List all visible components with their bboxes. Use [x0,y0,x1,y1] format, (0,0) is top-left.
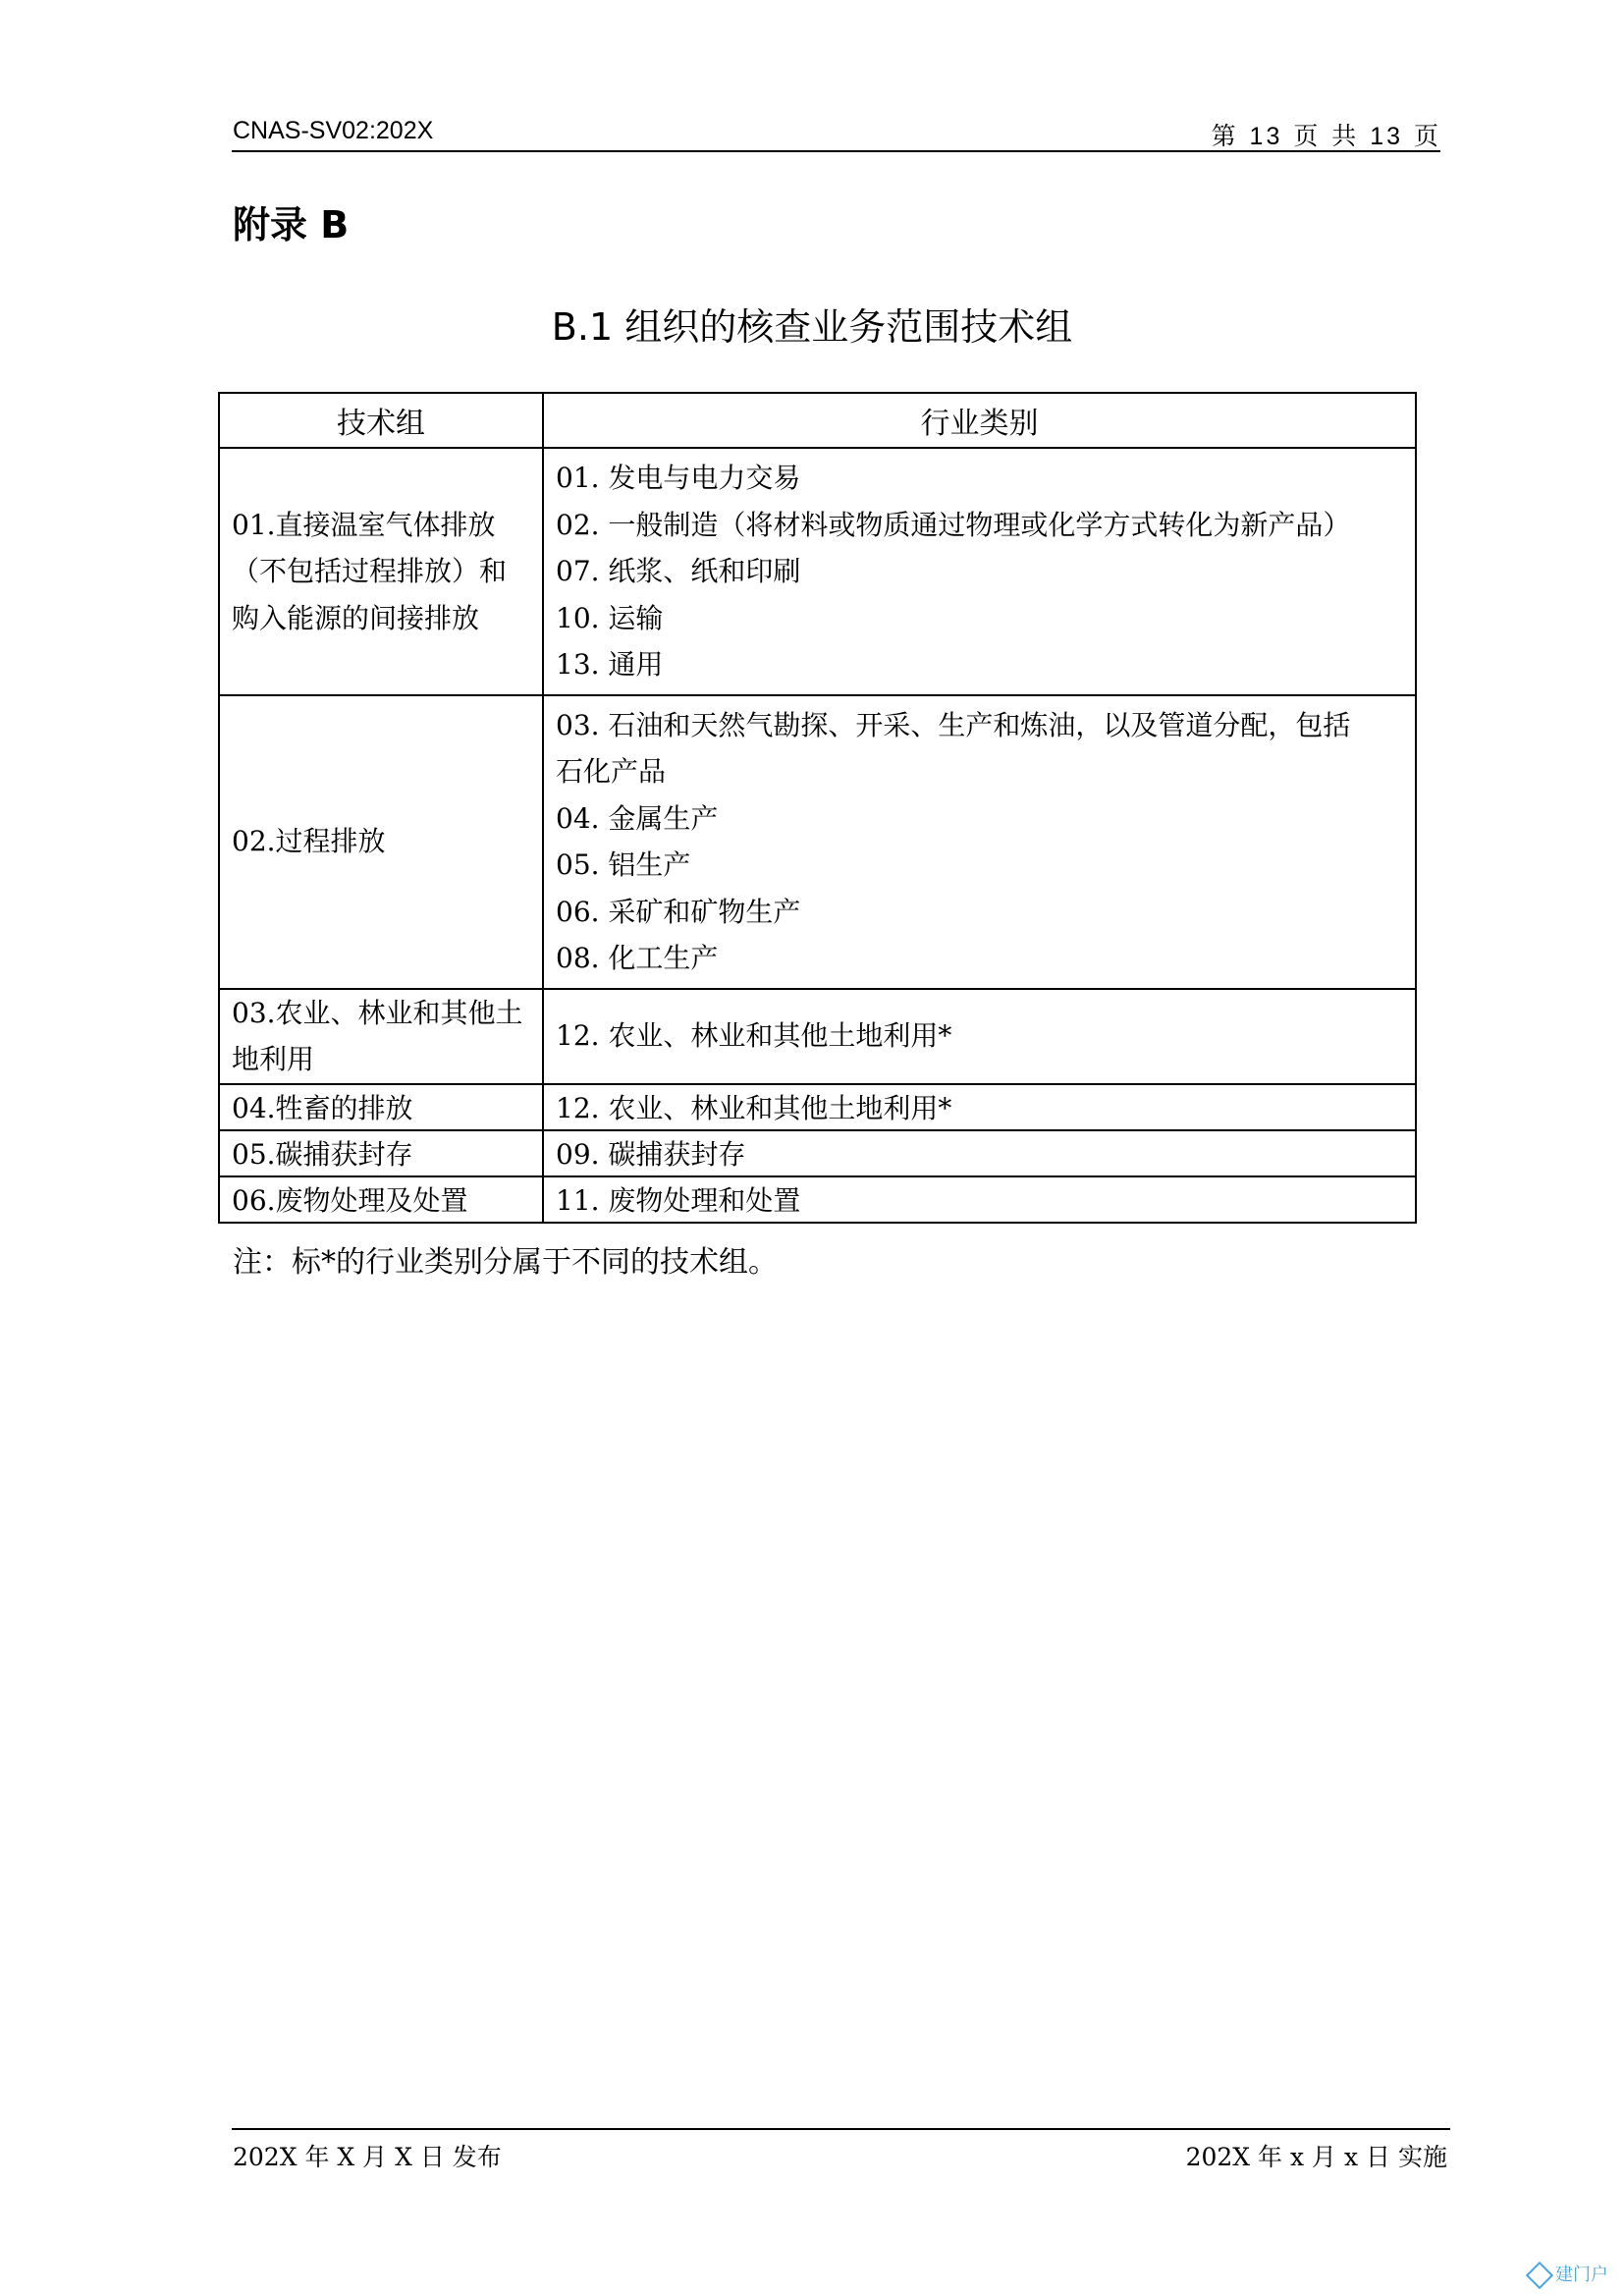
category-cell [543,448,1416,695]
group-cell: 04.牲畜的排放 [219,1084,543,1130]
table-note: 注：标*的行业类别分属于不同的技术组。 [233,1245,778,1280]
category-line: 08. 化工生产 [556,942,719,974]
footer-rule [232,2128,1450,2130]
document-code: CNAS-SV02:202X [233,117,434,144]
table-row [219,989,1416,1084]
category-line: 05. 铝生产 [556,848,691,881]
watermark [1530,2261,1608,2286]
page-indicator [1212,117,1441,152]
group-cell [219,695,543,989]
group-cell [219,448,543,695]
category-line: 13. 通用 [556,648,664,681]
category-line: 石化产品 [556,755,667,788]
table-header-row [219,393,1416,448]
category-line: 12. 农业、林业和其他土地利用* [556,1019,952,1053]
group-line: 01.直接温室气体排放 [232,508,496,541]
category-line: 02. 一般制造（将材料或物质通过物理或化学方式转化为新产品） [556,508,1351,541]
group-cell: 05.碳捕获封存 [219,1130,543,1176]
category-cell: 11. 废物处理和处置 [543,1176,1416,1223]
appendix-title: 附录 B [233,203,350,246]
group-cell [219,989,543,1084]
group-line: 02.过程排放 [232,825,386,858]
category-line: 03. 石油和天然气勘探、开采、生产和炼油，以及管道分配，包括 [556,708,1351,741]
category-cell: 09. 碳捕获封存 [543,1130,1416,1176]
header-rule [232,150,1440,152]
header-industry-category: 行业类别 [543,393,1416,448]
page-current: 13 [1249,123,1283,150]
publish-date: 202X 年 X 月 X 日 发布 [233,2143,502,2171]
table-row [219,695,1416,989]
group-line: 地利用 [232,1043,315,1075]
category-cell: 12. 农业、林业和其他土地利用* [543,1084,1416,1130]
watermark-logo-icon [1526,2262,1553,2289]
group-line: 购入能源的间接排放 [232,601,480,634]
implement-date: 202X 年 x 月 x 日 实施 [1185,2143,1447,2171]
category-line: 04. 金属生产 [556,801,719,835]
group-cell: 06.废物处理及处置 [219,1176,543,1223]
page-prefix: 第 [1211,122,1239,150]
watermark-text: 建门户 [1555,2265,1608,2285]
table-row [219,1176,1416,1223]
category-cell [543,989,1416,1084]
group-line: 03.农业、林业和其他土 [232,996,523,1029]
group-line: （不包括过程排放）和 [232,555,508,587]
table-row [219,448,1416,695]
table-row [219,1130,1416,1176]
page-suffix: 页 [1413,122,1441,150]
section-title: B.1 组织的核查业务范围技术组 [551,305,1073,349]
scope-table [218,392,1417,1224]
category-line: 07. 纸浆、纸和印刷 [556,555,801,587]
category-cell [543,695,1416,989]
page-total: 13 [1370,123,1404,150]
category-line: 10. 运输 [556,601,664,634]
page-mid: 页 共 [1293,122,1360,150]
table-row [219,1084,1416,1130]
category-line: 01. 发电与电力交易 [556,462,801,494]
category-line: 06. 采矿和矿物生产 [556,895,801,928]
header-technical-group: 技术组 [219,393,543,448]
